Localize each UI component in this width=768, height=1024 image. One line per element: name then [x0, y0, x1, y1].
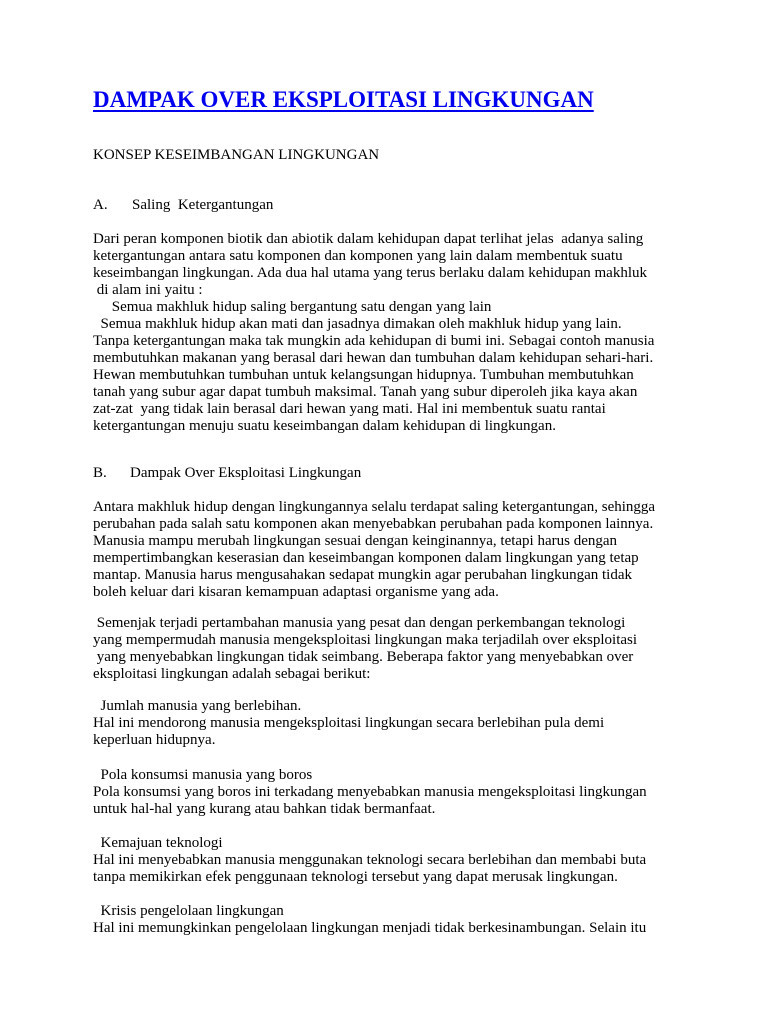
factor-heading: Krisis pengelolaan lingkungan	[93, 903, 284, 919]
paragraph-line: zat-zat yang tidak lain berasal dari hewan yang mati. Hal ini membentuk suatu rantai	[93, 401, 606, 417]
paragraph-line: boleh keluar dari kisaran kemampuan adaptasi organisme yang ada.	[93, 584, 499, 600]
paragraph-line: untuk hal-hal yang kurang atau bahkan tidak bermanfaat.	[93, 801, 436, 817]
paragraph-line: Hal ini mendorong manusia mengeksploitasi lingkungan secara berlebihan pula demi	[93, 715, 605, 731]
paragraph-line: Semenjak terjadi pertambahan manusia yang pesat dan dengan perkembangan teknologi	[93, 615, 626, 631]
paragraph-line: ketergantungan menuju suatu keseimbangan dalam kehidupan di lingkungan.	[93, 418, 556, 434]
paragraph-line: Pola konsumsi yang boros ini terkadang menyebabkan manusia mengeksploitasi lingkungan	[93, 784, 647, 800]
section-b-heading	[93, 465, 361, 482]
paragraph-line: tanah yang subur agar dapat tumbuh maksimal. Tanah yang subur diperoleh jika kaya akan	[93, 384, 638, 400]
paragraph-line: Hewan membutuhkan tumbuhan untuk kelangsungan hidupnya. Tumbuhan membutuhkan	[93, 367, 634, 383]
factor-heading: Jumlah manusia yang berlebihan.	[93, 698, 302, 714]
section-a-marker: A.	[93, 197, 108, 213]
paragraph-line: Manusia mampu merubah lingkungan sesuai dengan keinginannya, tetapi harus dengan	[93, 533, 618, 549]
paragraph-line: eksploitasi lingkungan adalah sebagai berikut:	[93, 666, 371, 682]
document-title[interactable]: DAMPAK OVER EKSPLOITASI LINGKUNGAN	[93, 87, 594, 112]
paragraph-line: Dari peran komponen biotik dan abiotik dalam kehidupan dapat terlihat jelas adanya saling	[93, 231, 644, 247]
paragraph-line: Hal ini menyebabkan manusia menggunakan teknologi secara berlebihan dan membabi buta	[93, 852, 647, 868]
paragraph-line: mantap. Manusia harus mengusahakan sedapat mungkin agar perubahan lingkungan tidak	[93, 567, 633, 583]
paragraph-line: ketergantungan antara satu komponen dan komponen yang lain dalam membentuk suatu	[93, 248, 623, 264]
list-item: Semua makhluk hidup akan mati dan jasadnya dimakan oleh makhluk hidup yang lain.	[93, 316, 622, 332]
paragraph-line: perubahan pada salah satu komponen akan menyebabkan perubahan pada komponen lainnya.	[93, 516, 654, 532]
section-a-title: Saling Ketergantungan	[132, 197, 274, 213]
paragraph-line: Hal ini memungkinkan pengelolaan lingkungan menjadi tidak berkesinambungan. Selain itu	[93, 920, 647, 936]
section-b-title: Dampak Over Eksploitasi Lingkungan	[130, 465, 362, 481]
paragraph-line: yang menyebabkan lingkungan tidak seimbang. Beberapa faktor yang menyebabkan over	[93, 649, 634, 665]
section-a-heading	[93, 197, 273, 214]
paragraph-line: di alam ini yaitu :	[93, 282, 203, 298]
paragraph-line: keperluan hidupnya.	[93, 732, 216, 748]
factor-heading: Kemajuan teknologi	[93, 835, 223, 851]
paragraph-line: Antara makhluk hidup dengan lingkungannya selalu terdapat saling ketergantungan, sehingga	[93, 499, 656, 515]
paragraph-line: Tanpa ketergantungan maka tak mungkin ada kehidupan di bumi ini. Sebagai contoh manusia	[93, 333, 655, 349]
paragraph-line: keseimbangan lingkungan. Ada dua hal utama yang terus berlaku dalam kehidupan makhluk	[93, 265, 648, 281]
paragraph-line: membutuhkan makanan yang berasal dari hewan dan tumbuhan dalam kehidupan sehari-hari.	[93, 350, 654, 366]
factor-heading: Pola konsumsi manusia yang boros	[93, 767, 313, 783]
section-b-marker: B.	[93, 465, 107, 481]
list-item: Semua makhluk hidup saling bergantung satu dengan yang lain	[93, 299, 492, 315]
section-subtitle: KONSEP KESEIMBANGAN LINGKUNGAN	[93, 147, 380, 163]
paragraph-line: yang mempermudah manusia mengeksploitasi lingkungan maka terjadilah over eksploitasi	[93, 632, 638, 648]
paragraph-line: mempertimbangkan keserasian dan keseimbangan komponen dalam lingkungan yang tetap	[93, 550, 639, 566]
paragraph-line: tanpa memikirkan efek penggunaan teknologi tersebut yang dapat merusak lingkungan.	[93, 869, 618, 885]
